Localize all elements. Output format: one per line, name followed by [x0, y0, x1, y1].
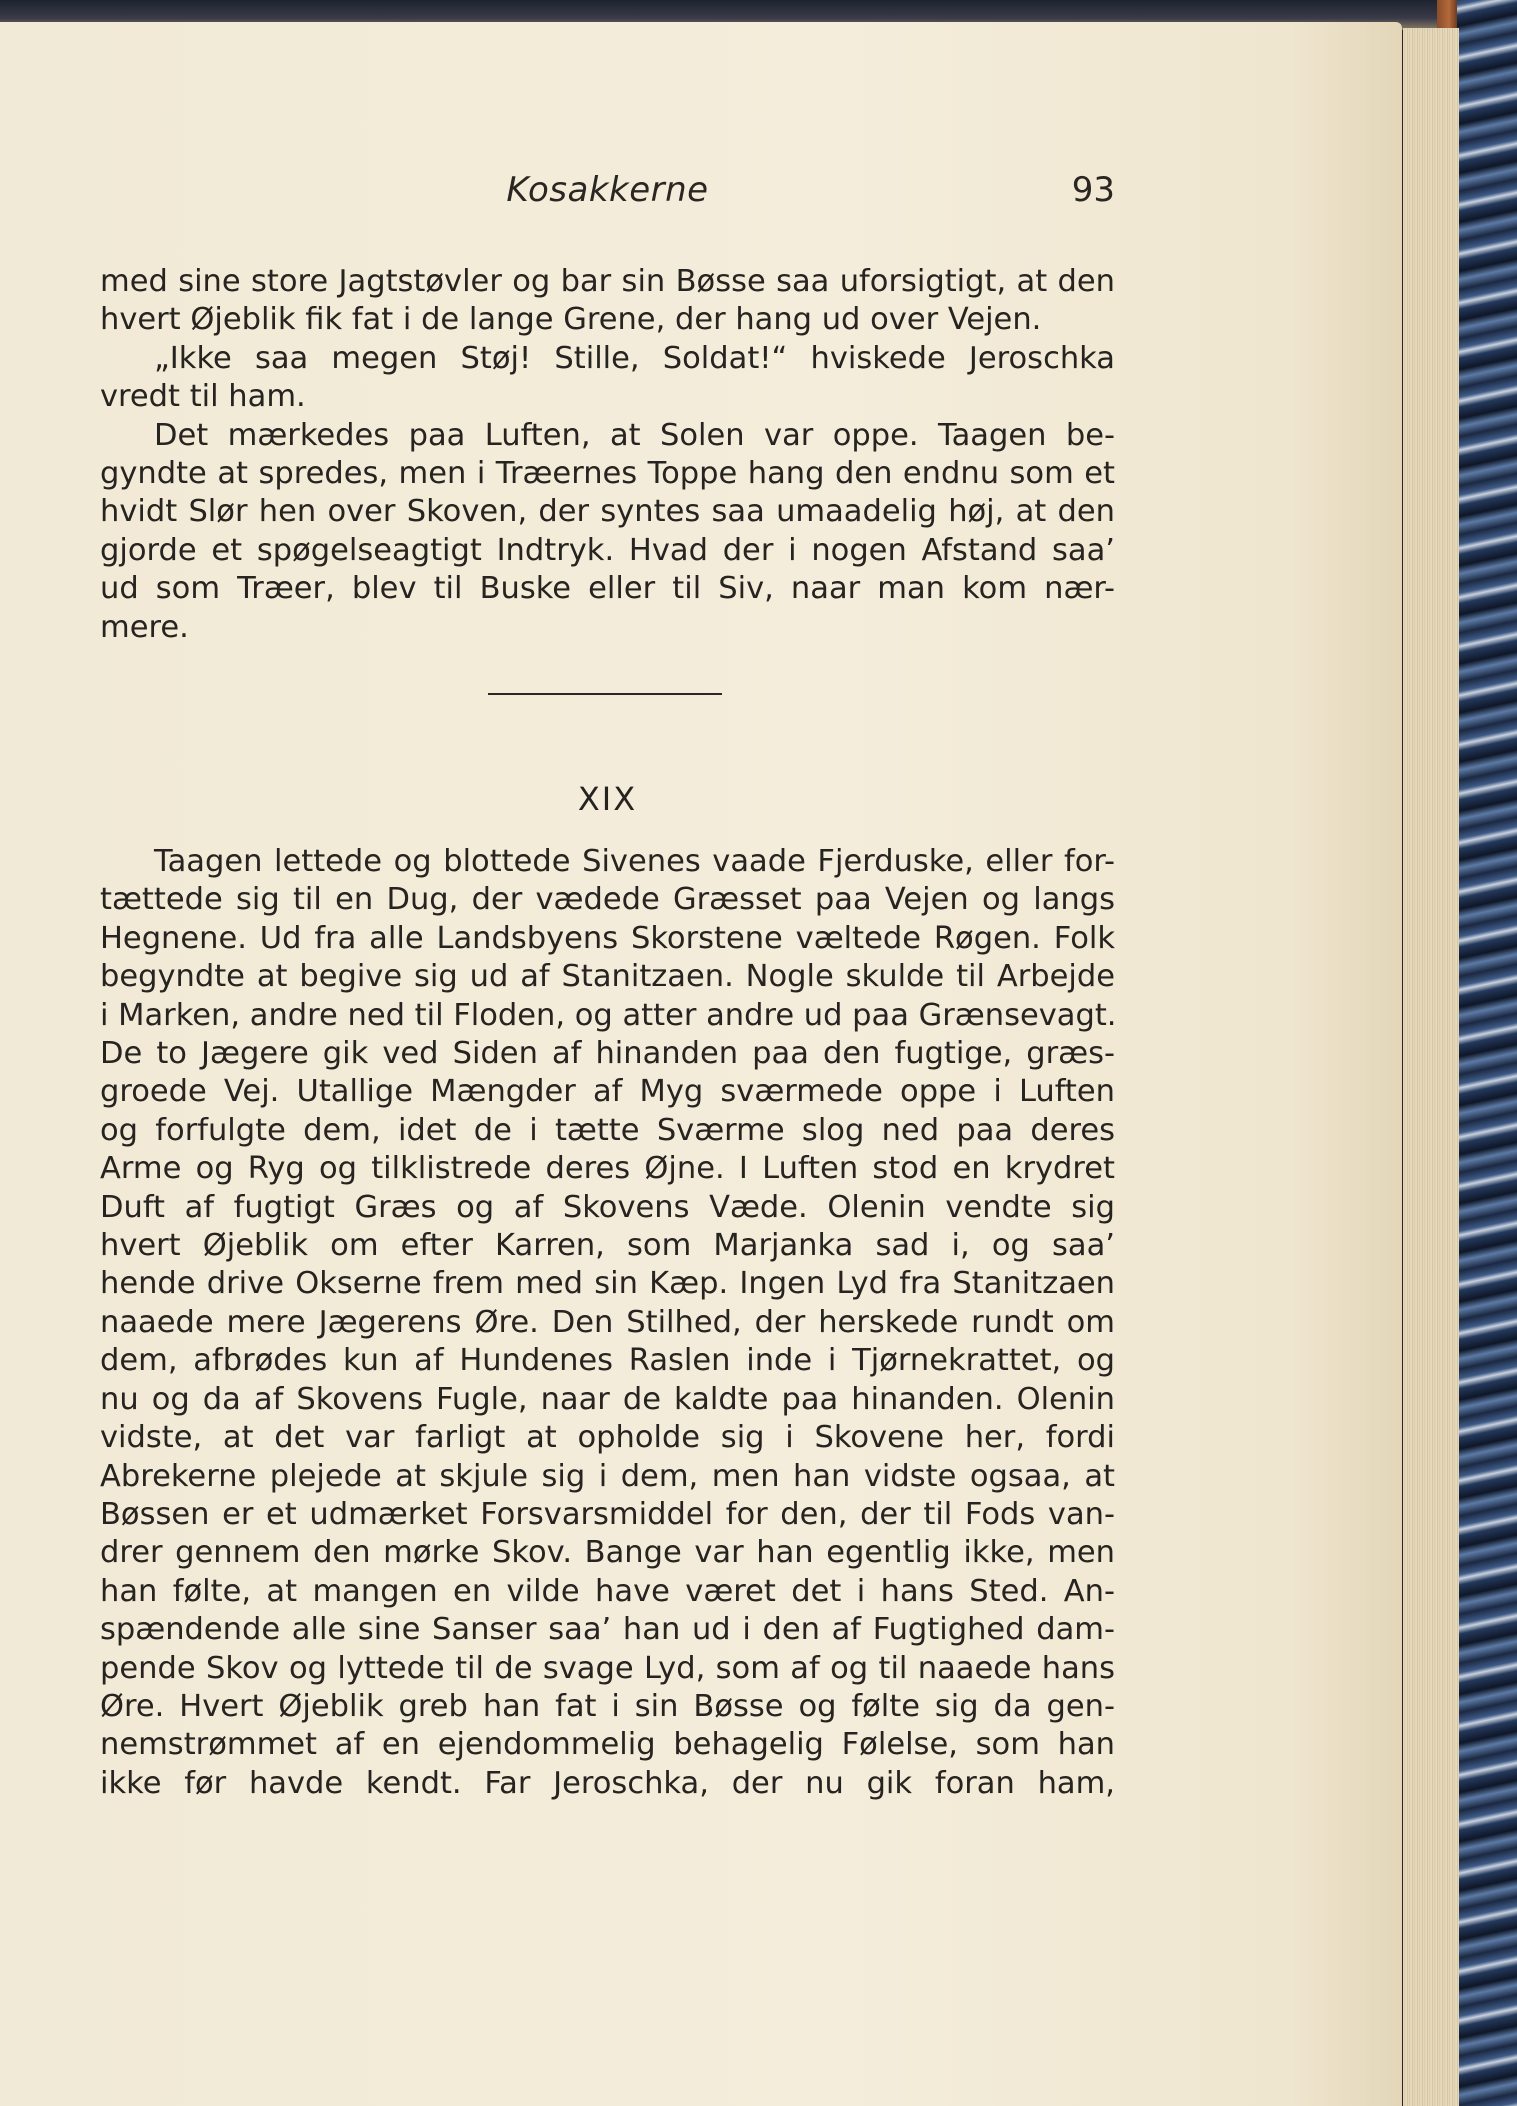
text-line: vredt til ham.: [100, 379, 306, 415]
text-line: Abrekerne plejede at skjule sig i dem, men han vidste ogsaa, at: [100, 1458, 1115, 1494]
text-line: Arme og Ryg og tilklistrede deres Øjne. I Luften stod en krydret: [100, 1151, 1115, 1187]
top-text-block: [100, 263, 1115, 647]
text-line: Bøssen er et udmærket Forsvarsmiddel for den, der til Fods van-: [100, 1496, 1115, 1532]
text-line: vidste, at det var farligt at opholde sig i Skovene her, fordi: [100, 1420, 1115, 1456]
text-line: i Marken, andre ned til Floden, og atter andre ud paa Grænsevagt.: [100, 997, 1117, 1033]
text-line: tættede sig til en Dug, der vædede Græsset paa Vejen og langs: [100, 882, 1115, 918]
text-line: dem, afbrødes kun af Hundenes Raslen inde i Tjørnekrattet, og: [100, 1343, 1115, 1379]
text-line: gjorde et spøgelseagtigt Indtryk. Hvad der i nogen Afstand saa’: [100, 532, 1115, 568]
text-line: De to Jægere gik ved Siden af hinanden paa den fugtige, græs-: [100, 1036, 1115, 1072]
text-line: hvert Øjeblik fik fat i de lange Grene, der hang ud over Vejen.: [100, 302, 1042, 338]
text-line: drer gennem den mørke Skov. Bange var han egentlig ikke, men: [100, 1535, 1115, 1571]
text-line: ikke før havde kendt. Far Jeroschka, der nu gik foran ham,: [100, 1765, 1115, 1801]
text-line: spændende alle sine Sanser saa’ han ud i den af Fugtighed dam-: [100, 1612, 1115, 1648]
text-line: Hegnene. Ud fra alle Landsbyens Skorstene væltede Røgen. Folk: [100, 920, 1115, 956]
chapter-paragraph: [100, 843, 1115, 1803]
text-line: han følte, at mangen en vilde have været det i hans Sted. An-: [100, 1573, 1115, 1609]
page-number: 93: [1071, 170, 1115, 210]
chapter-heading: XIX: [577, 780, 638, 818]
text-line: hende drive Okserne frem med sin Kæp. Ingen Lyd fra Stanitzaen: [100, 1266, 1115, 1302]
text-line: „Ikke saa megen Støj! Stille, Soldat!“ hviskede Jeroschka: [154, 340, 1115, 376]
text-line: Øre. Hvert Øjeblik greb han fat i sin Bøsse og følte sig da gen-: [100, 1688, 1115, 1724]
text-line: mere.: [100, 609, 189, 645]
text-line: og forfulgte dem, idet de i tætte Sværme slog ned paa deres: [100, 1112, 1115, 1148]
text-line: ud som Træer, blev til Buske eller til Siv, naar man kom nær-: [100, 571, 1115, 607]
text-line: pende Skov og lyttede til de svage Lyd, som af og til naaede hans: [100, 1650, 1115, 1686]
section-divider-rule: [488, 693, 722, 695]
page-header: [100, 170, 1115, 220]
text-line: groede Vej. Utallige Mængder af Myg sværmede oppe i Luften: [100, 1074, 1115, 1110]
text-line: nu og da af Skovens Fugle, naar de kaldte paa hinanden. Olenin: [100, 1381, 1115, 1417]
text-line: Det mærkedes paa Luften, at Solen var oppe. Taagen be-: [154, 417, 1115, 453]
text-line: hvert Øjeblik om efter Karren, som Marjanka sad i, og saa’: [100, 1228, 1115, 1264]
running-head: Kosakkerne: [506, 170, 709, 210]
text-line: begyndte at begive sig ud af Stanitzaen. Nogle skulde til Arbejde: [100, 959, 1115, 995]
paragraph-dialogue: [100, 340, 1115, 417]
paragraph-fog: [100, 417, 1115, 647]
chapter-text-block: [100, 843, 1115, 1803]
text-line: naaede mere Jægerens Øre. Den Stilhed, der herskede rundt om: [100, 1304, 1115, 1340]
text-line: hvidt Slør hen over Skoven, der syntes saa umaadelig høj, at den: [100, 494, 1115, 530]
text-line: nemstrømmet af en ejendommelig behagelig Følelse, som han: [100, 1727, 1115, 1763]
text-line: Taagen lettede og blottede Sivenes vaade Fjerduske, eller for-: [154, 844, 1115, 879]
page-fore-edge: [1403, 28, 1459, 2106]
paragraph-continuation: [100, 263, 1115, 340]
text-line: med sine store Jagtstøvler og bar sin Bøsse saa uforsigtigt, at den: [100, 264, 1115, 299]
text-line: Duft af fugtigt Græs og af Skovens Væde. Olenin vendte sig: [100, 1189, 1115, 1225]
text-line: gyndte at spredes, men i Træernes Toppe hang den endnu som et: [100, 456, 1115, 492]
